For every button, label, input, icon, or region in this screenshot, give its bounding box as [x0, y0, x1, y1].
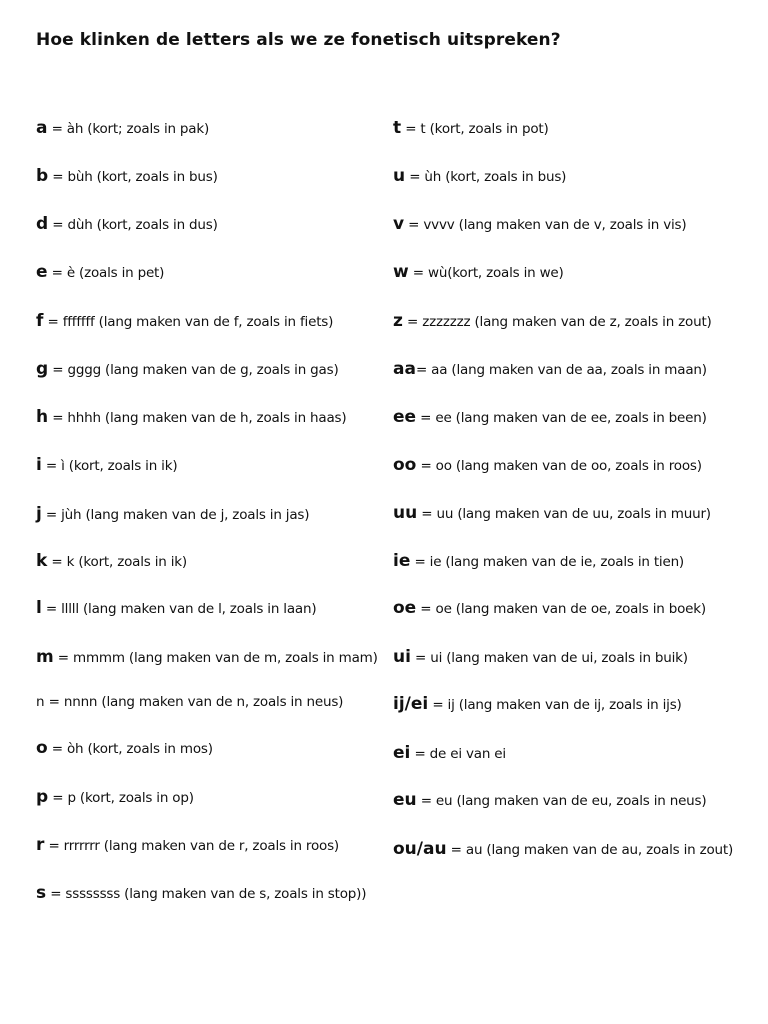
letter: w — [393, 262, 409, 282]
pronunciation: = ie (lang maken van de ie, zoals in tien) — [410, 554, 685, 570]
pronunciation: = ee (lang maken van de ee, zoals in been) — [416, 410, 707, 426]
list-item-ui — [393, 647, 688, 667]
list-item-a — [36, 118, 209, 138]
pronunciation: = zzzzzzz (lang maken van de z, zoals in zout) — [402, 314, 712, 330]
list-item-p — [36, 787, 194, 807]
letter: aa — [393, 359, 416, 379]
letter: uu — [393, 503, 418, 523]
pronunciation: = ui (lang maken van de ui, zoals in buik) — [410, 650, 688, 666]
letter: i — [36, 455, 42, 475]
letter: s — [36, 883, 47, 903]
list-item-ou-au — [393, 839, 733, 859]
pronunciation: = lllll (lang maken van de l, zoals in laan) — [41, 601, 317, 617]
letter: j — [36, 504, 42, 524]
letter: d — [36, 214, 49, 234]
list-item-m — [36, 647, 378, 667]
list-item-s — [36, 883, 366, 903]
letter: ee — [393, 407, 417, 427]
page-title: Hoe klinken de letters als we ze fonetisch uitspreken? — [36, 30, 561, 50]
list-item-o — [36, 738, 213, 758]
list-item-aa — [393, 359, 707, 379]
list-item-d — [36, 214, 218, 234]
list-item-e — [36, 262, 164, 282]
letter: m — [36, 647, 54, 667]
list-item-g — [36, 359, 339, 379]
pronunciation: = è (zoals in pet) — [47, 265, 165, 281]
list-item-eu — [393, 790, 706, 810]
letter: o — [36, 738, 48, 758]
letter: eu — [393, 790, 417, 810]
letter: oe — [393, 598, 417, 618]
letter: v — [393, 214, 405, 234]
letter: ei — [393, 743, 411, 763]
list-item-r — [36, 835, 339, 855]
list-item-ee — [393, 407, 707, 427]
letter: a — [36, 118, 48, 138]
list-item-ei — [393, 743, 506, 763]
pronunciation: = t (kort, zoals in pot) — [401, 121, 549, 137]
letter: l — [36, 598, 42, 618]
letter: ou/au — [393, 839, 447, 859]
letter: ie — [393, 551, 411, 571]
list-item-z — [393, 311, 712, 331]
pronunciation: = gggg (lang maken van de g, zoals in gas) — [48, 362, 339, 378]
list-item-t — [393, 118, 549, 138]
pronunciation: = aa (lang maken van de aa, zoals in maan) — [415, 362, 707, 378]
letter: t — [393, 118, 402, 138]
list-item-h — [36, 407, 346, 427]
pronunciation: = oe (lang maken van de oe, zoals in boek) — [416, 601, 706, 617]
pronunciation: = p (kort, zoals in op) — [48, 790, 194, 806]
list-item-ij-ei — [393, 694, 682, 714]
letter: ui — [393, 647, 411, 667]
letter: b — [36, 166, 49, 186]
pronunciation: = ùh (kort, zoals in bus) — [405, 169, 567, 185]
list-item-f — [36, 311, 333, 331]
pronunciation: = òh (kort, zoals in mos) — [47, 741, 213, 757]
pronunciation: = au (lang maken van de au, zoals in zout) — [446, 842, 734, 858]
list-item-b — [36, 166, 218, 186]
pronunciation: = fffffff (lang maken van de f, zoals in fiets) — [43, 314, 334, 330]
pronunciation: = hhhh (lang maken van de h, zoals in haas) — [48, 410, 347, 426]
pronunciation: = nnnn (lang maken van de n, zoals in neus) — [44, 694, 344, 710]
letter: u — [393, 166, 406, 186]
pronunciation: = wù(kort, zoals in we) — [408, 265, 564, 281]
pronunciation: = bùh (kort, zoals in bus) — [48, 169, 218, 185]
letter: n — [36, 694, 45, 710]
pronunciation: = ì (kort, zoals in ik) — [41, 458, 178, 474]
list-item-i — [36, 455, 177, 475]
list-item-l — [36, 598, 316, 618]
pronunciation: = uu (lang maken van de uu, zoals in muur) — [417, 506, 711, 522]
list-item-uu — [393, 503, 711, 523]
letter: h — [36, 407, 49, 427]
pronunciation: = dùh (kort, zoals in dus) — [48, 217, 218, 233]
list-item-ie — [393, 551, 684, 571]
letter: f — [36, 311, 44, 331]
pronunciation: = rrrrrrr (lang maken van de r, zoals in roos) — [44, 838, 339, 854]
list-item-n — [36, 691, 343, 711]
pronunciation: = de ei van ei — [410, 746, 506, 762]
pronunciation: = mmmm (lang maken van de m, zoals in mam) — [53, 650, 378, 666]
list-item-v — [393, 214, 686, 234]
list-item-u — [393, 166, 566, 186]
letter: ij/ei — [393, 694, 429, 714]
list-item-w — [393, 262, 564, 282]
list-item-oo — [393, 455, 702, 475]
letter: oo — [393, 455, 417, 475]
pronunciation: = jùh (lang maken van de j, zoals in jas) — [41, 507, 310, 523]
letter: z — [393, 311, 403, 331]
pronunciation: = oo (lang maken van de oo, zoals in roos) — [416, 458, 702, 474]
pronunciation: = ssssssss (lang maken van de s, zoals in stop)) — [46, 886, 367, 902]
pronunciation: = vvvv (lang maken van de v, zoals in vis) — [404, 217, 687, 233]
pronunciation: = k (kort, zoals in ik) — [47, 554, 187, 570]
list-item-j — [36, 504, 309, 524]
list-item-oe — [393, 598, 706, 618]
letter: k — [36, 551, 48, 571]
pronunciation: = àh (kort; zoals in pak) — [47, 121, 210, 137]
letter: g — [36, 359, 49, 379]
list-item-k — [36, 551, 187, 571]
letter: r — [36, 835, 45, 855]
letter: e — [36, 262, 48, 282]
pronunciation: = ij (lang maken van de ij, zoals in ijs) — [428, 697, 682, 713]
pronunciation: = eu (lang maken van de eu, zoals in neus) — [416, 793, 707, 809]
letter: p — [36, 787, 49, 807]
